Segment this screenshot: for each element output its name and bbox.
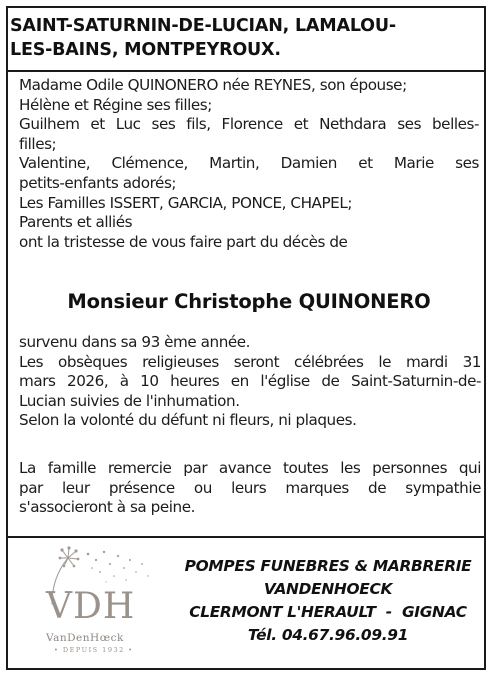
logo-letters: VDH: [46, 586, 136, 627]
family-line: ont la tristesse de vous faire part du décès de: [19, 232, 348, 251]
details-line: Lucian suivies de l'inhumation.: [19, 391, 240, 410]
family-line: Hélène et Régine ses filles;: [19, 95, 212, 114]
family-line: Valentine, Clémence, Martin, Damien et Marie ses: [19, 154, 479, 173]
family-line: petits-enfants adorés;: [19, 173, 177, 192]
logo-name: VanDenHœck: [46, 632, 124, 644]
footer-divider: [8, 536, 486, 538]
family-line: Les Familles ISSERT, GARCIA, PONCE, CHAPEL;: [19, 193, 353, 212]
thanks-line: s'associeront à sa peine.: [19, 498, 195, 517]
family-line: Parents et alliés: [19, 213, 133, 232]
funeral-home-block: [178, 555, 478, 647]
logo-since: • DEPUIS 1932 •: [54, 646, 134, 654]
family-line: Guilhem et Luc ses fils, Florence et Nethdara ses belles-: [19, 115, 479, 134]
vdh-logo: [38, 546, 168, 658]
details-line: mars 2026, à 10 heures en l'église de Saint-Saturnin-de-: [19, 372, 481, 391]
family-line: filles;: [19, 134, 57, 153]
header-divider: [8, 70, 486, 72]
funeral-home-line: POMPES FUNEBRES & MARBRERIE: [184, 557, 472, 575]
notice-header: [10, 14, 480, 62]
thanks-line: par leur présence ou leurs marques de sympathie: [19, 478, 481, 497]
details-line: survenu dans sa 93 ème année.: [19, 333, 251, 351]
funeral-home-line: VANDENHOECK: [263, 580, 393, 598]
deceased-name: Monsieur Christophe QUINONERO: [67, 290, 431, 313]
service-details: [19, 333, 481, 431]
family-list: [19, 76, 479, 252]
thanks-paragraph: [19, 459, 481, 518]
funeral-home-phone: Tél. 04.67.96.09.91: [247, 626, 409, 644]
family-line: Madame Odile QUINONERO née REYNES, son épouse;: [19, 76, 407, 94]
header-line-1: SAINT-SATURNIN-DE-LUCIAN, LAMALOU-: [10, 16, 396, 36]
funeral-home-line: CLERMONT L'HERAULT - GIGNAC: [189, 603, 467, 621]
details-line: Selon la volonté du défunt ni fleurs, ni plaques.: [19, 411, 357, 430]
details-line: Les obsèques religieuses seront célébrées le mardi 31: [19, 352, 481, 371]
thanks-line: La famille remercie par avance toutes les personnes qui: [19, 459, 481, 477]
header-line-2: LES-BAINS, MONTPEYROUX.: [10, 40, 281, 60]
